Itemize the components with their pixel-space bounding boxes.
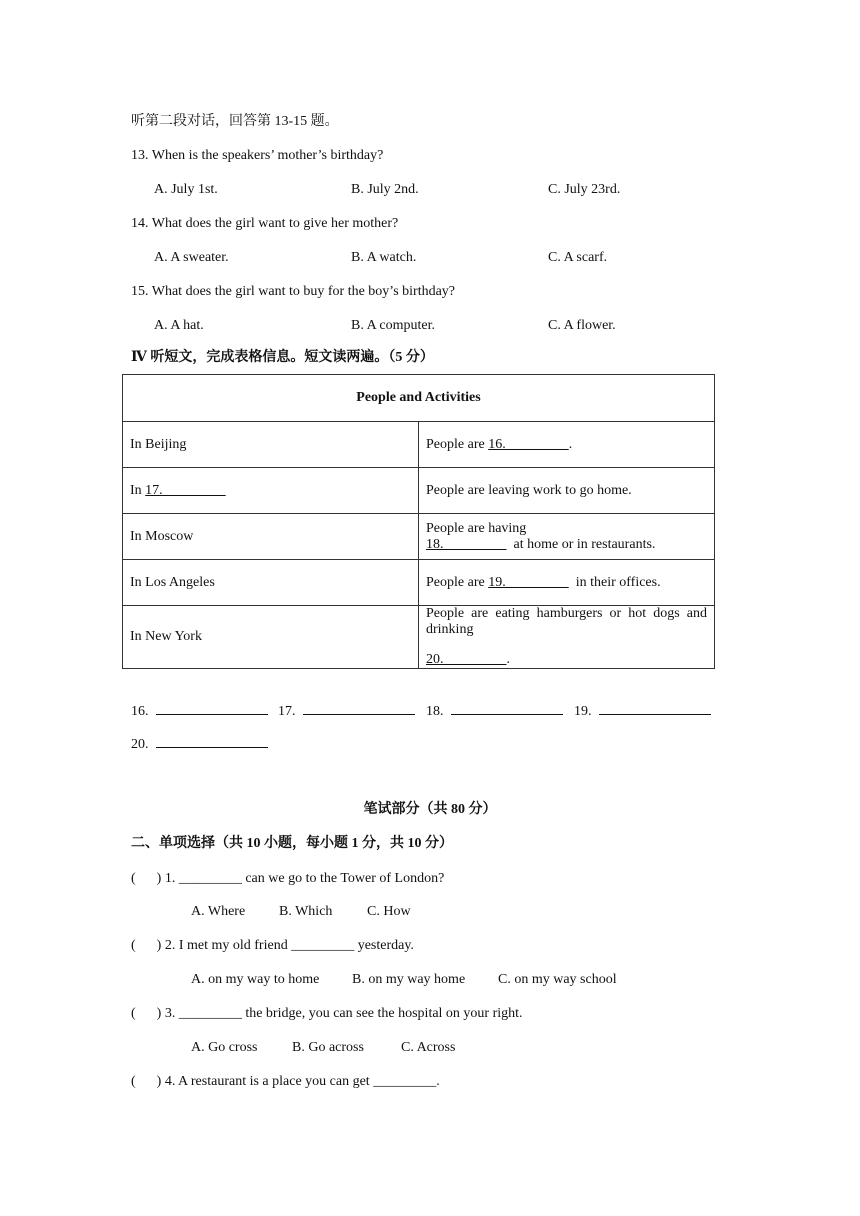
answer-blank[interactable] bbox=[156, 733, 268, 748]
mc-2-option-a: A. on my way to home bbox=[191, 972, 320, 987]
mc-1-option-a: A. Where bbox=[191, 904, 246, 919]
question-14-option-c: C. A scarf. bbox=[548, 250, 608, 265]
activity-text: People are eating hamburgers or hot dogs and drinking bbox=[426, 606, 707, 637]
place-cell bbox=[123, 468, 419, 514]
answer-number: 17. bbox=[278, 704, 296, 719]
question-15-stem: 15. What does the girl want to buy for the boy’s birthday? bbox=[131, 284, 456, 299]
blank-19[interactable]: 19. bbox=[488, 574, 569, 590]
blank-17[interactable]: 17. bbox=[145, 482, 226, 498]
question-13-option-c: C. July 23rd. bbox=[548, 182, 621, 197]
question-stem: 1. _________ can we go to the Tower of London? bbox=[164, 871, 445, 886]
blank-20[interactable]: 20. bbox=[426, 652, 507, 667]
place-cell: In Beijing bbox=[123, 422, 419, 468]
activity-cell bbox=[419, 514, 715, 560]
answer-blank[interactable] bbox=[599, 700, 711, 715]
question-stem: 4. A restaurant is a place you can get _________. bbox=[164, 1074, 440, 1089]
answer-number: 19. bbox=[574, 704, 592, 719]
mc-3-option-b: B. Go across bbox=[292, 1040, 364, 1055]
question-15-option-c: C. A flower. bbox=[548, 318, 616, 333]
mc-1-option-c: C. How bbox=[367, 904, 411, 919]
mc-1-option-b: B. Which bbox=[279, 904, 333, 919]
answer-line-17[interactable] bbox=[278, 700, 415, 722]
place-cell: In Los Angeles bbox=[123, 560, 419, 606]
mc-3-option-c: C. Across bbox=[401, 1040, 456, 1055]
answer-line-19[interactable] bbox=[574, 700, 711, 722]
question-stem: 2. I met my old friend _________ yesterday. bbox=[164, 938, 414, 953]
mc-question-2 bbox=[131, 936, 414, 956]
answer-blank[interactable] bbox=[156, 700, 268, 715]
table-row bbox=[123, 560, 715, 606]
place-cell: In Moscow bbox=[123, 514, 419, 560]
answer-number: 20. bbox=[131, 737, 149, 752]
table-row bbox=[123, 606, 715, 669]
activity-text: People are bbox=[426, 574, 489, 590]
activity-text: People are bbox=[426, 436, 489, 452]
mc-question-1 bbox=[131, 869, 444, 889]
question-13-option-b: B. July 2nd. bbox=[351, 182, 419, 197]
blank-16[interactable]: 16. bbox=[488, 436, 569, 452]
activity-text: People are having bbox=[426, 520, 527, 536]
activity-text-end: at home or in restaurants. bbox=[506, 536, 656, 552]
activity-text-end: in their offices. bbox=[568, 574, 661, 590]
section-2-heading: 二、单项选择（共 10 小题，每小题 1 分，共 10 分） bbox=[131, 836, 453, 851]
answer-parenthesis[interactable]: ( ) bbox=[131, 871, 162, 886]
table-row bbox=[123, 468, 715, 514]
question-13-option-a: A. July 1st. bbox=[154, 182, 218, 197]
question-15-option-a: A. A hat. bbox=[154, 318, 204, 333]
table-title: People and Activities bbox=[123, 375, 715, 422]
table-row bbox=[123, 422, 715, 468]
answer-number: 16. bbox=[131, 704, 149, 719]
people-activities-table bbox=[122, 374, 715, 669]
part-4-heading: Ⅳ 听短文，完成表格信息。短文读两遍。（5 分） bbox=[131, 350, 434, 365]
mc-2-option-c: C. on my way school bbox=[498, 972, 617, 987]
activity-cell bbox=[419, 606, 715, 669]
table-row bbox=[123, 514, 715, 560]
written-part-title: 笔试部分（共 80 分） bbox=[363, 802, 497, 817]
mc-question-4 bbox=[131, 1072, 440, 1092]
place-cell: In New York bbox=[123, 606, 419, 669]
activity-text-end: . bbox=[506, 652, 510, 667]
question-14-option-b: B. A watch. bbox=[351, 250, 417, 265]
activity-cell: People are leaving work to go home. bbox=[419, 468, 715, 514]
answer-line-16[interactable] bbox=[131, 700, 268, 722]
listening-part-heading: 听第二段对话，回答第 13-15 题。 bbox=[131, 114, 339, 129]
answer-line-20[interactable] bbox=[131, 733, 268, 755]
mc-question-3 bbox=[131, 1004, 523, 1024]
answer-parenthesis[interactable]: ( ) bbox=[131, 1074, 162, 1089]
answer-blank[interactable] bbox=[451, 700, 563, 715]
answer-parenthesis[interactable]: ( ) bbox=[131, 1006, 162, 1021]
blank-18[interactable]: 18. bbox=[426, 536, 507, 552]
answer-blank[interactable] bbox=[303, 700, 415, 715]
activity-text-end: . bbox=[568, 436, 573, 452]
activity-cell bbox=[419, 560, 715, 606]
question-13-stem: 13. When is the speakers’ mother’s birthday? bbox=[131, 148, 384, 163]
mc-3-option-a: A. Go cross bbox=[191, 1040, 258, 1055]
place-prefix: In bbox=[130, 482, 146, 498]
mc-2-option-b: B. on my way home bbox=[352, 972, 466, 987]
answer-line-18[interactable] bbox=[426, 700, 563, 722]
question-15-option-b: B. A computer. bbox=[351, 318, 435, 333]
answer-number: 18. bbox=[426, 704, 444, 719]
activity-cell bbox=[419, 422, 715, 468]
question-14-option-a: A. A sweater. bbox=[154, 250, 229, 265]
answer-parenthesis[interactable]: ( ) bbox=[131, 938, 162, 953]
question-stem: 3. _________ the bridge, you can see the hospital on your right. bbox=[164, 1006, 523, 1021]
question-14-stem: 14. What does the girl want to give her mother? bbox=[131, 216, 399, 231]
